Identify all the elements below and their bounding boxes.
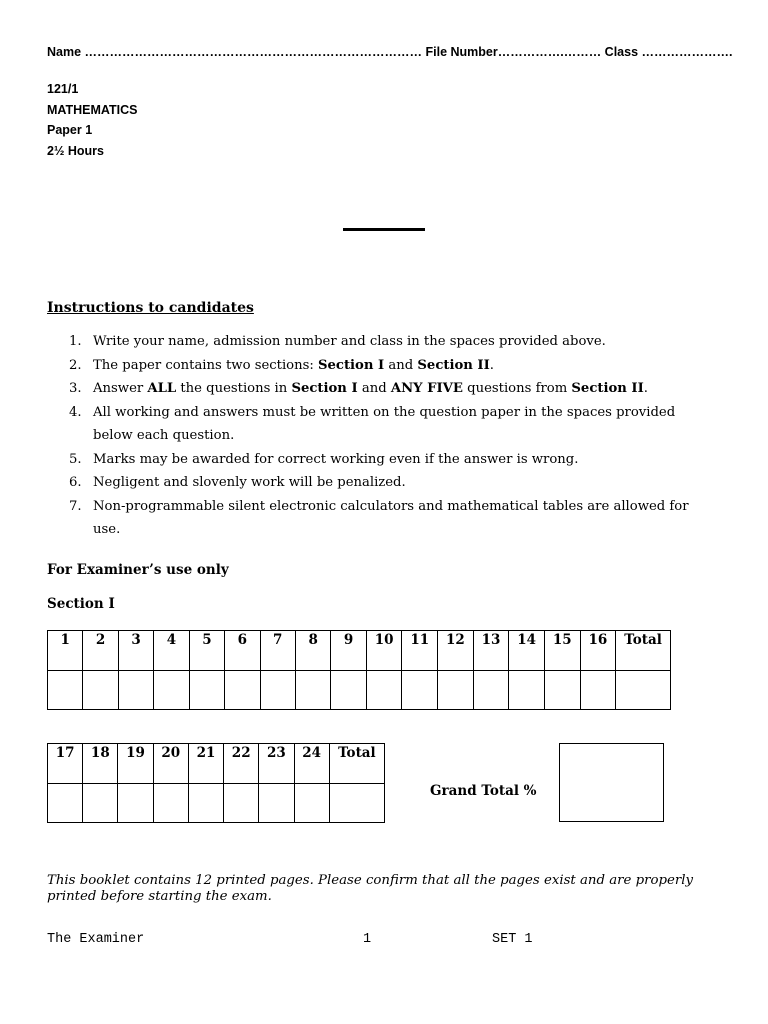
mark-entry-cell (48, 784, 83, 823)
question-number-cell: 24 (294, 744, 329, 784)
question-number-cell: 2 (83, 631, 118, 671)
instruction-item (47, 471, 707, 495)
exam-duration: 2½ Hours (47, 144, 104, 159)
question-number-cell: 17 (48, 744, 83, 784)
examiner-heading: For Examiner’s use only (47, 562, 229, 578)
section-one-marks-table (47, 630, 671, 710)
grand-total-box (559, 743, 664, 822)
footer-set: SET 1 (492, 932, 533, 947)
instruction-text: and (357, 381, 391, 396)
question-number-cell: Total (329, 744, 384, 784)
mark-entry-cell (118, 784, 153, 823)
mark-entry-cell (580, 671, 616, 710)
question-number-cell: 16 (580, 631, 616, 671)
instruction-text: Section II (571, 381, 644, 396)
instruction-number: 6. (69, 475, 82, 490)
question-number-cell: 20 (153, 744, 188, 784)
instruction-item (47, 377, 707, 401)
table-header-row (48, 744, 385, 784)
mark-entry-cell (83, 671, 118, 710)
question-number-cell: 19 (118, 744, 153, 784)
mark-entry-cell (48, 671, 83, 710)
candidate-details-line: Name ……………………………………………………………………… File Number…………….……… Class …………………. (47, 45, 733, 59)
instruction-number: 3. (69, 381, 82, 396)
question-number-cell: 9 (331, 631, 366, 671)
mark-entry-cell (154, 671, 189, 710)
mark-entry-cell (331, 671, 366, 710)
instruction-item (47, 495, 707, 542)
question-number-cell: 14 (509, 631, 545, 671)
question-number-cell: 5 (189, 631, 224, 671)
mark-entry-cell (295, 671, 330, 710)
paper-number: Paper 1 (47, 123, 93, 138)
footer-page-number: 1 (363, 932, 372, 947)
instruction-text: Section I (291, 381, 358, 396)
instruction-item (47, 401, 707, 448)
mark-entry-cell (153, 784, 188, 823)
instruction-text: ANY FIVE (390, 381, 463, 396)
mark-entry-cell (402, 671, 438, 710)
question-number-cell: 21 (188, 744, 223, 784)
mark-entry-cell (224, 784, 259, 823)
instruction-text: Non-programmable silent electronic calculators and mathematical tables are allowed for use. (93, 498, 689, 537)
question-number-cell: 3 (118, 631, 153, 671)
mark-entry-cell (329, 784, 384, 823)
instruction-number: 2. (69, 357, 82, 373)
instruction-text: Marks may be awarded for correct working even if the answer is wrong. (93, 451, 579, 467)
instruction-text: . (489, 357, 494, 373)
instruction-number: 4. (69, 404, 82, 420)
instructions-list (47, 330, 707, 542)
instruction-text: questions from (462, 381, 572, 396)
question-number-cell: 10 (366, 631, 402, 671)
instruction-text: Write your name, admission number and class in the spaces provided above. (93, 334, 606, 349)
section-two-marks-table (47, 743, 385, 823)
question-number-cell: 7 (260, 631, 295, 671)
question-number-cell: 22 (224, 744, 259, 784)
paper-code: 121/1 (47, 82, 79, 96)
question-number-cell: 11 (402, 631, 438, 671)
footer-examiner: The Examiner (47, 932, 145, 947)
question-number-cell: 1 (48, 631, 83, 671)
paper-info (47, 79, 138, 162)
mark-entry-cell (259, 784, 294, 823)
instruction-text: All working and answers must be written on the question paper in the spaces provided below each question. (93, 404, 676, 443)
table-header-row (48, 631, 671, 671)
mark-entry-cell (544, 671, 580, 710)
mark-entry-cell (188, 784, 223, 823)
instruction-item (47, 330, 707, 354)
mark-entry-cell (189, 671, 224, 710)
instruction-text: ALL (147, 381, 177, 396)
instruction-text: and (384, 357, 418, 373)
subject-title: MATHEMATICS (47, 102, 138, 117)
instructions-heading: Instructions to candidates (47, 300, 254, 316)
instruction-item (47, 354, 707, 378)
instruction-text: the questions in (176, 381, 292, 396)
table-marks-row (48, 671, 671, 710)
instruction-number: 1. (69, 334, 82, 349)
question-number-cell: 6 (225, 631, 260, 671)
mark-entry-cell (260, 671, 295, 710)
question-number-cell: 12 (438, 631, 474, 671)
mark-entry-cell (438, 671, 474, 710)
question-number-cell: 18 (83, 744, 118, 784)
instruction-text: Section II (417, 357, 490, 373)
instruction-item (47, 448, 707, 472)
question-number-cell: 8 (295, 631, 330, 671)
mark-entry-cell (366, 671, 402, 710)
grand-total-label: Grand Total % (430, 783, 537, 799)
table-marks-row (48, 784, 385, 823)
instruction-number: 7. (69, 498, 82, 514)
mark-entry-cell (473, 671, 509, 710)
mark-entry-cell (509, 671, 545, 710)
instruction-text: . (643, 381, 648, 396)
instruction-number: 5. (69, 451, 82, 467)
question-number-cell: 15 (544, 631, 580, 671)
instruction-text: Answer (93, 381, 148, 396)
mark-entry-cell (294, 784, 329, 823)
instruction-text: The paper contains two sections: (93, 357, 319, 373)
mark-entry-cell (118, 671, 153, 710)
mark-entry-cell (83, 784, 118, 823)
question-number-cell: 4 (154, 631, 189, 671)
booklet-note: This booklet contains 12 printed pages. Please confirm that all the pages exist and are properly printed before starting the exam. (47, 873, 693, 904)
question-number-cell: 13 (473, 631, 509, 671)
question-number-cell: Total (616, 631, 671, 671)
center-divider (343, 228, 425, 231)
section-one-heading: Section I (47, 596, 115, 612)
instruction-text: Negligent and slovenly work will be penalized. (93, 475, 406, 490)
mark-entry-cell (225, 671, 260, 710)
question-number-cell: 23 (259, 744, 294, 784)
instruction-text: Section I (318, 357, 385, 373)
mark-entry-cell (616, 671, 671, 710)
